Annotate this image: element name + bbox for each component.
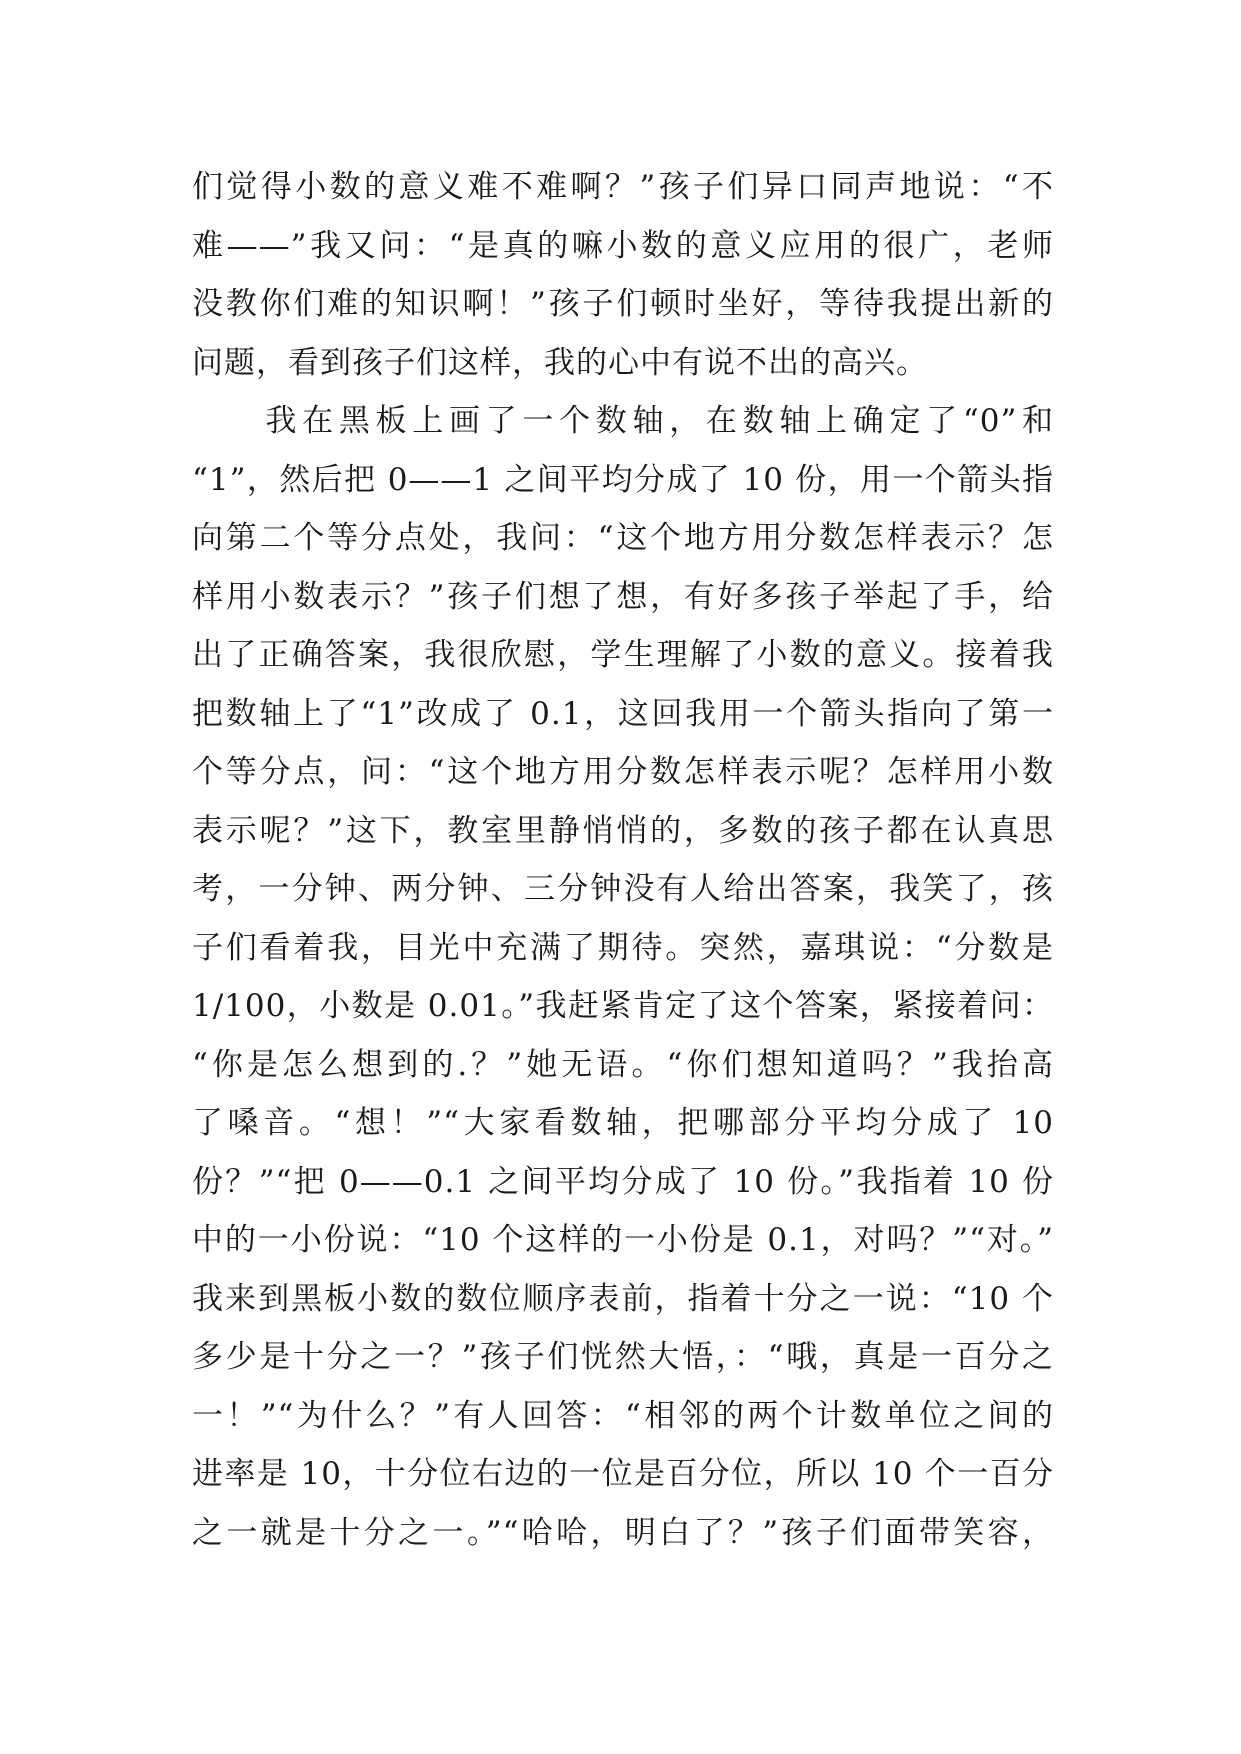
text-line: 难——”我又问：“是真的嘛小数的意义应用的很广，老师 (192, 227, 1054, 264)
text-line: 考，一分钟、两分钟、三分钟没有人给出答案，我笑了，孩 (192, 871, 1054, 907)
text-line: “1”，然后把 0——1 之间平均分成了 10 份，用一个箭头指 (192, 461, 1054, 498)
text-line: 问题，看到孩子们这样，我的心中有说不出的高兴。 (192, 344, 928, 381)
text-line: 们觉得小数的意义难不难啊？”孩子们异口同声地说：“不 (192, 169, 1054, 205)
text-line: 个等分点，问：“这个地方用分数怎样表示呢？怎样用小数 (192, 754, 1054, 790)
text-line: 了嗓音。“想！”“大家看数轴，把哪部分平均分成了 10 (192, 1105, 1054, 1141)
text-line: “你是怎么想到的.？”她无语。“你们想知道吗？”我抬高 (192, 1046, 1054, 1083)
text-line: 样用小数表示？”孩子们想了想，有好多孩子举起了手，给 (192, 578, 1054, 615)
text-line: 出了正确答案，我很欣慰，学生理解了小数的意义。接着我 (192, 637, 1054, 673)
text-line: 向第二个等分点处，我问：“这个地方用分数怎样表示？怎 (192, 520, 1054, 556)
text-line: 我来到黑板小数的数位顺序表前，指着十分之一说：“10 个 (192, 1280, 1054, 1317)
text-line: 把数轴上了“1”改成了 0.1，这回我用一个箭头指向了第一 (192, 695, 1054, 732)
text-line: 子们看着我，目光中充满了期待。突然，嘉琪说：“分数是 (192, 929, 1054, 966)
text-line: 表示呢？”这下，教室里静悄悄的，多数的孩子都在认真思 (192, 812, 1054, 849)
body-text (192, 158, 1054, 1562)
text-line: 多少是十分之一？”孩子们恍然大悟，：“哦，真是一百分之 (192, 1339, 1054, 1375)
text-line: 份？”“把 0——0.1 之间平均分成了 10 份。”我指着 10 份 (192, 1163, 1054, 1200)
text-line: 进率是 10，十分位右边的一位是百分位，所以 10 个一百分 (192, 1456, 1054, 1492)
text-line: 中的一小份说：“10 个这样的一小份是 0.1，对吗？”“对。” (192, 1222, 1054, 1258)
text-line: 一！”“为什么？”有人回答：“相邻的两个计数单位之间的 (192, 1397, 1054, 1434)
text-line: 没教你们难的知识啊！”孩子们顿时坐好，等待我提出新的 (192, 286, 1054, 322)
text-line: 之一就是十分之一。”“哈哈，明白了？”孩子们面带笑容， (192, 1514, 1054, 1551)
text-line: 1/100，小数是 0.01。”我赶紧肯定了这个答案，紧接着问： (192, 988, 1054, 1024)
paragraph-start-line: 我在黑板上画了一个数轴，在数轴上确定了“0”和 (192, 403, 1054, 439)
